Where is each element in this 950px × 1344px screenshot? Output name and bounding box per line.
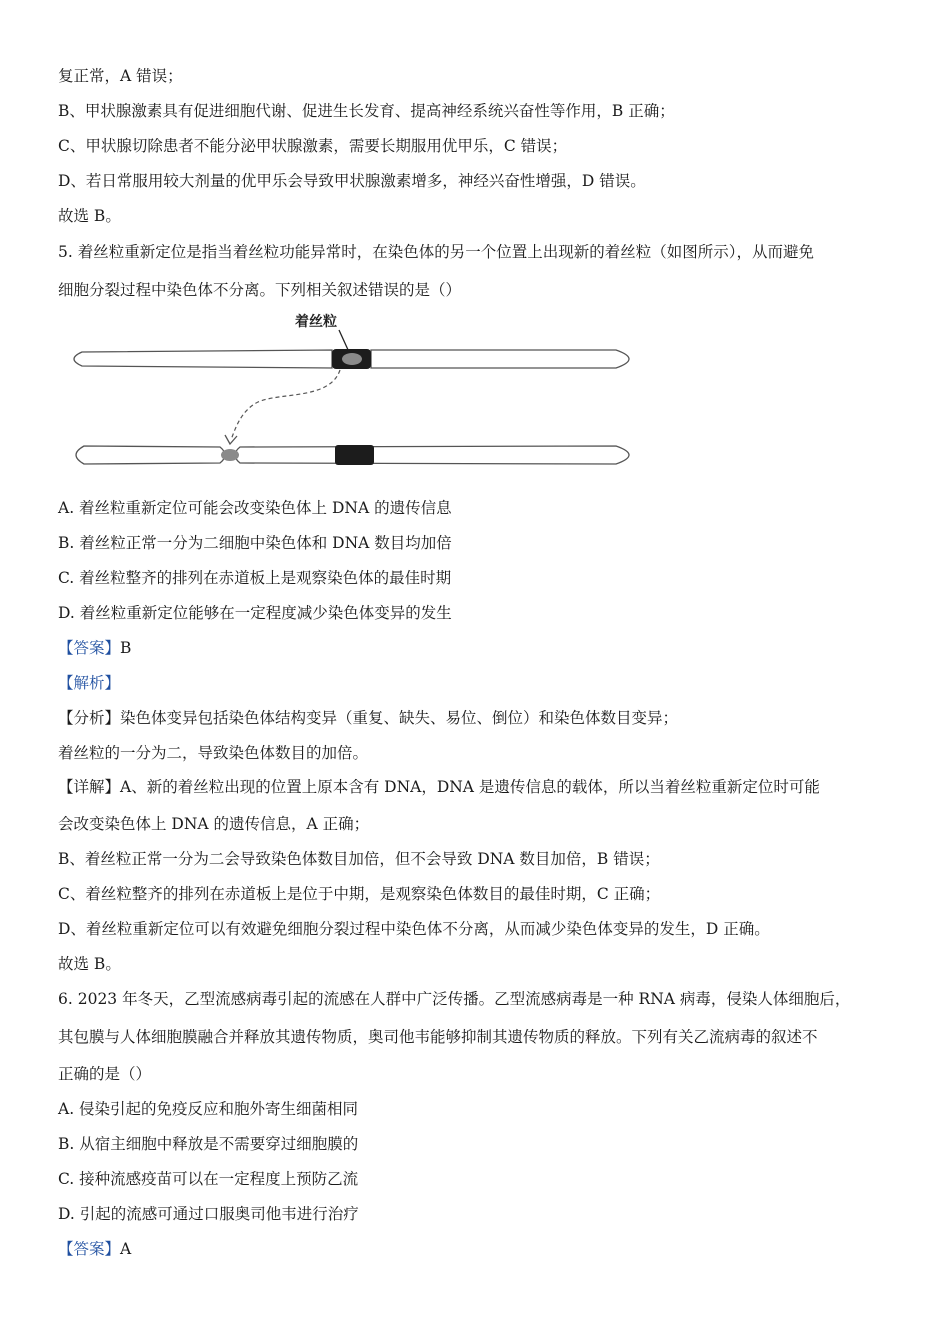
- text-line: 故选 B。: [58, 955, 121, 973]
- answer-value: B: [120, 639, 132, 657]
- question-5-stem-cont: 细胞分裂过程中染色体不分离。下列相关叙述错误的是（）: [58, 281, 462, 299]
- centromere-repositioning-diagram: [60, 308, 650, 478]
- text-line: D、若日常服用较大剂量的优甲乐会导致甲状腺激素增多，神经兴奋性增强，D 错误。: [58, 172, 646, 190]
- chromosome-top-left-arm: [74, 350, 332, 368]
- answer-value: A: [120, 1240, 132, 1258]
- new-centromere: [221, 449, 239, 461]
- analysis-line: [58, 708, 894, 728]
- answer-tag: 【答案】: [58, 639, 121, 657]
- text-line: 着丝粒的一分为二，导致染色体数目的加倍。: [58, 744, 369, 762]
- old-centromere: [342, 353, 362, 365]
- analysis-heading: [58, 673, 894, 693]
- text-line: 会改变染色体上 DNA 的遗传信息，A 正确；: [58, 815, 370, 833]
- detail-line: [58, 777, 894, 797]
- question-5-stem: 5. 着丝粒重新定位是指当着丝粒功能异常时，在染色体的另一个位置上出现新的着丝粒（如图所示），从而避免: [58, 243, 814, 261]
- chromosome-bottom-left-arm: [76, 446, 225, 464]
- option-b: B. 从宿主细胞中释放是不需要穿过细胞膜的: [58, 1135, 359, 1153]
- label-pointer: [339, 330, 349, 352]
- answer-tag: 【答案】: [58, 1240, 121, 1258]
- text-line: 复正常，A 错误；: [58, 67, 183, 85]
- detail-subtag: 【详解】: [58, 778, 121, 796]
- question-6-stem-cont: 正确的是（）: [58, 1065, 152, 1083]
- chromosome-bottom-right-arm: [235, 446, 629, 464]
- option-b: B. 着丝粒正常一分为二细胞中染色体和 DNA 数目均加倍: [58, 534, 452, 552]
- centromere-label: 着丝粒: [295, 314, 337, 330]
- text-line: D、着丝粒重新定位可以有效避免细胞分裂过程中染色体不分离，从而减少染色体变异的发生，D 正确。: [58, 920, 770, 938]
- option-c: C. 着丝粒整齐的排列在赤道板上是观察染色体的最佳时期: [58, 569, 452, 587]
- analysis-subtag: 【分析】: [58, 709, 121, 727]
- question-6-stem: 6. 2023 年冬天，乙型流感病毒引起的流感在人群中广泛传播。乙型流感病毒是一种 RNA 病毒，侵染人体细胞后，: [58, 990, 851, 1008]
- answer-line: [58, 638, 894, 658]
- analysis-tag: 【解析】: [58, 674, 121, 692]
- dark-chromatin-band-bottom: [335, 445, 374, 465]
- arrow-head: [225, 435, 237, 444]
- text-line: 故选 B。: [58, 207, 121, 225]
- option-a: A. 着丝粒重新定位可能会改变染色体上 DNA 的遗传信息: [58, 499, 452, 517]
- text-line: C、甲状腺切除患者不能分泌甲状腺激素，需要长期服用优甲乐，C 错误；: [58, 137, 568, 155]
- text-line: B、甲状腺激素具有促进细胞代谢、促进生长发育、提高神经系统兴奋性等作用，B 正确；: [58, 102, 675, 120]
- detail-text: A、新的着丝粒出现的位置上原本含有 DNA，DNA 是遗传信息的载体，所以当着丝粒重新定位时可能: [120, 778, 820, 796]
- option-d: D. 引起的流感可通过口服奥司他韦进行治疗: [58, 1205, 359, 1223]
- reposition-arrow: [231, 370, 340, 440]
- option-c: C. 接种流感疫苗可以在一定程度上预防乙流: [58, 1170, 359, 1188]
- text-line: C、着丝粒整齐的排列在赤道板上是位于中期，是观察染色体数目的最佳时期，C 正确；: [58, 885, 661, 903]
- option-a: A. 侵染引起的免疫反应和胞外寄生细菌相同: [58, 1100, 359, 1118]
- answer-line: [58, 1239, 894, 1259]
- analysis-text: 染色体变异包括染色体结构变异（重复、缺失、易位、倒位）和染色体数目变异；: [120, 709, 679, 727]
- chromosome-top-right-arm: [371, 350, 629, 368]
- option-d: D. 着丝粒重新定位能够在一定程度减少染色体变异的发生: [58, 604, 452, 622]
- text-line: B、着丝粒正常一分为二会导致染色体数目加倍，但不会导致 DNA 数目加倍，B 错误；: [58, 850, 660, 868]
- question-6-stem-cont: 其包膜与人体细胞膜融合并释放其遗传物质，奥司他韦能够抑制其遗传物质的释放。下列有关乙流病毒的叙述不: [58, 1028, 818, 1046]
